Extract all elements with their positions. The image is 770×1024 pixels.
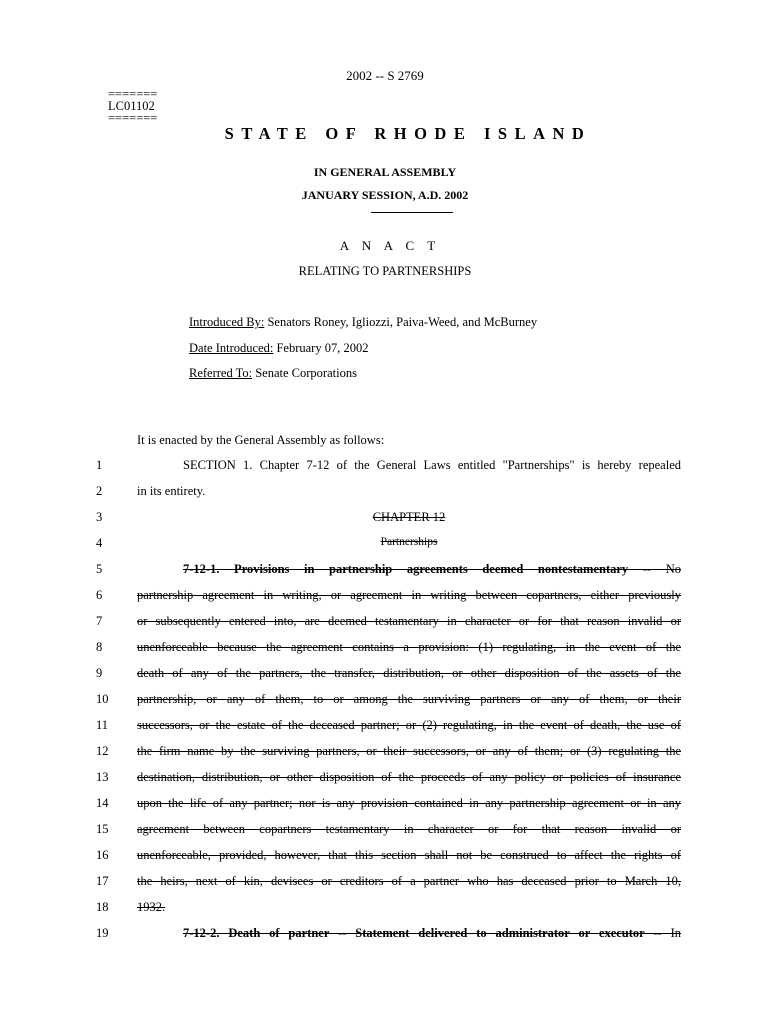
line-number: 2 [96,484,103,498]
line-text: successors, or the estate of the deceased partner; or (2) regulating, in the event of death, the use of [137,718,681,732]
line-number: 7 [96,614,103,628]
line-text-rest: In [661,926,681,940]
date-introduced [189,341,368,356]
line-text: in its entirety. [137,484,206,498]
line-number: 19 [96,926,109,940]
introduced-value: Senators Roney, Igliozzi, Paiva-Weed, and McBurney [264,315,538,329]
state-title: STATE OF RHODE ISLAND [224,124,592,143]
line-text: SECTION 1. Chapter 7-12 of the General Laws entitled "Partnerships" is hereby repealed [183,458,681,472]
chapter-heading: CHAPTER 12 [372,510,446,524]
referred-to [189,366,357,381]
line-number: 4 [96,536,103,550]
line-number: 6 [96,588,103,602]
bill-number: 2002 -- S 2769 [346,68,424,83]
line-text: unenforceable, provided, however, that this section shall not be construed to affect the rights of [137,848,681,862]
title-rule [371,212,453,213]
divider-bottom: ======= [108,111,158,125]
date-label: Date Introduced: [189,341,274,355]
divider-top: ======= [108,87,158,101]
lc-code: LC01102 [108,99,155,113]
line-text-rest: No [651,562,681,576]
relating-heading: RELATING TO PARTNERSHIPS [298,264,472,278]
section-heading: 7-12-2. Death of partner -- Statement delivered to administrator or executor -- [183,926,662,940]
line-number: 10 [96,692,109,706]
line-number: 5 [96,562,103,576]
line-number: 13 [96,770,109,784]
line-text: or subsequently entered into, are deemed testamentary in character or for that reason invalid or [137,614,681,628]
referred-value: Senate Corporations [252,366,357,380]
line-text: destination, distribution, or other disposition of the proceeds of any policy or policies of insurance [137,770,681,784]
line-text: the heirs, next of kin, devisees or creditors of a partner who has deceased prior to March 10, [137,874,681,888]
session-heading: JANUARY SESSION, A.D. 2002 [301,188,469,202]
line-text: the firm name by the surviving partners, or their successors, or any of them; or (3) regulating the [137,744,681,758]
line-number: 16 [96,848,109,862]
line-text: upon the life of any partner; nor is any provision contained in any partnership agreement or in any [137,796,681,810]
line-number: 12 [96,744,109,758]
assembly-heading: IN GENERAL ASSEMBLY [313,165,457,179]
date-value: February 07, 2002 [273,341,369,355]
line-number: 3 [96,510,103,524]
introduced-label: Introduced By: [189,315,265,329]
act-heading: A N A C T [339,238,441,253]
chapter-title: Partnerships [380,536,438,548]
line-text: unenforceable because the agreement contains a provision: (1) regulating, in the event of the [137,640,681,654]
line-number: 9 [96,666,103,680]
section-heading: 7-12-1. Provisions in partnership agreements deemed nontestamentary -- [183,562,652,576]
line-number: 8 [96,640,103,654]
line-text [183,562,681,577]
referred-label: Referred To: [189,366,253,380]
line-text [183,926,681,941]
line-number: 14 [96,796,109,810]
introduced-by [189,315,537,330]
line-number: 18 [96,900,109,914]
line-text: partnership agreement in writing, or agreement in writing between copartners, either previously [137,588,681,602]
line-text: death of any of the partners, the transfer, distribution, or other disposition of the assets of the [137,666,681,680]
line-text: 1932. [137,900,166,914]
line-number: 1 [96,458,103,472]
line-number: 15 [96,822,109,836]
line-number: 11 [96,718,109,732]
line-number: 17 [96,874,109,888]
line-text: partnership, or any of them, to or among the surviving partners or any of them, or their [137,692,681,706]
enacting-clause: It is enacted by the General Assembly as follows: [137,433,385,447]
line-text: agreement between copartners testamentary in character or for that reason invalid or [137,822,681,836]
